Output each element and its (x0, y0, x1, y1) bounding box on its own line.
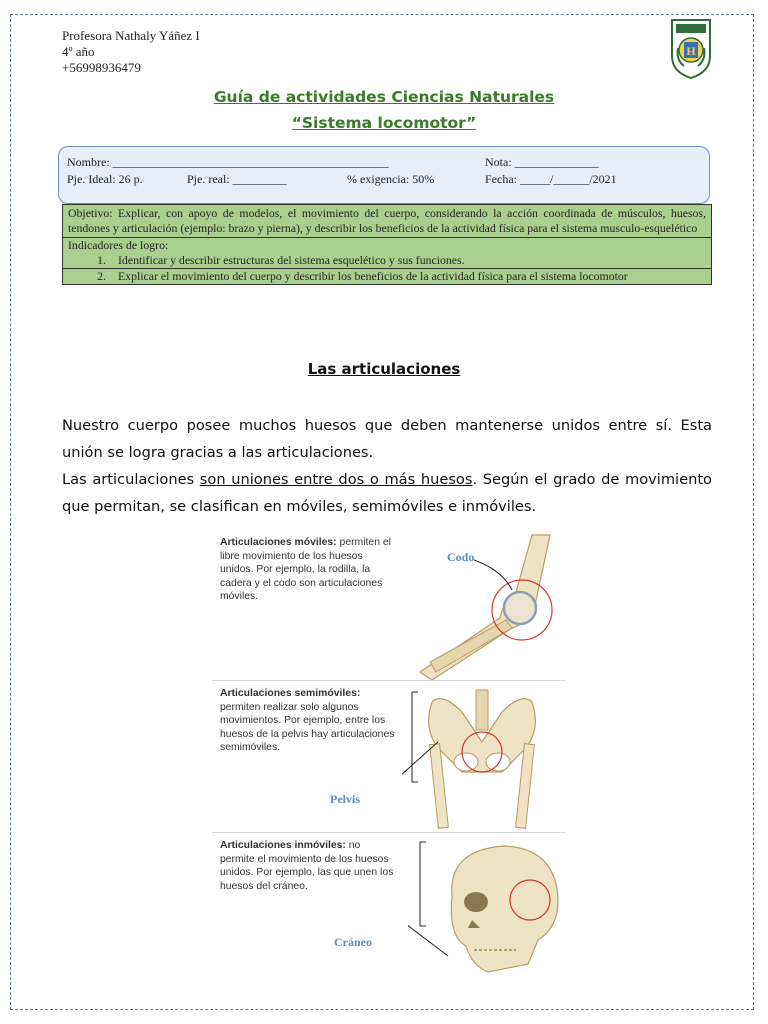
immovable-joints-heading: Articulaciones inmóviles: (220, 840, 346, 851)
indicator-item (63, 269, 711, 284)
real-score-field[interactable]: Pje. real: _________ (187, 172, 287, 186)
indicators-label: Indicadores de logro: (68, 238, 169, 252)
body-text (62, 412, 712, 520)
movable-joints-desc: permiten el libre movimiento de los huesos unidos. Por ejemplo, la rodilla, la cadera y el codo son articulaciones móviles. (220, 537, 391, 602)
immovable-joints-text (220, 839, 396, 893)
indicator-text: Identificar y describir estructuras del sistema esquelético y sus funciones. (118, 253, 465, 267)
objectives-table (62, 204, 712, 285)
pelvis-illustration (402, 682, 566, 832)
svg-text:H: H (686, 44, 696, 58)
guide-subtitle: “Sistema locomotor” (291, 114, 477, 132)
indicator-text: Explicar el movimiento del cuerpo y describir los beneficios de la actividad física para el sistema locomotor (118, 269, 628, 283)
semi-movable-joints-text (220, 687, 396, 755)
student-info-box (58, 146, 710, 204)
phone-number: +56998936479 (62, 60, 141, 75)
teacher-info (62, 28, 200, 76)
indicator-item (68, 253, 706, 268)
joints-figure (212, 530, 566, 984)
elbow-illustration (412, 530, 566, 680)
skull-illustration (408, 836, 566, 984)
ideal-score: Pje. Ideal: 26 p. (67, 172, 143, 186)
skull-label: Cráneo (334, 935, 372, 949)
immovable-joints-desc: no permite el movimiento de los huesos unidos. Por ejemplo, las que unen los huesos del cráneo. (220, 840, 394, 892)
indicator-number: 2. (97, 269, 106, 283)
paragraph-definition (62, 466, 712, 520)
figure-divider (212, 832, 566, 833)
indicator-number: 1. (97, 253, 106, 267)
underlined-definition: son uniones entre dos o más huesos (199, 471, 473, 488)
semi-movable-joints-heading: Articulaciones semimóviles: (220, 688, 361, 699)
guide-title: Guía de actividades Ciencias Naturales (213, 88, 555, 106)
movable-joints-text (220, 536, 396, 604)
name-field[interactable]: Nombre: ______________________________________________ (67, 155, 389, 169)
objective-text: Objetivo: Explicar, con apoyo de modelos, el movimiento del cuerpo, considerando la acción coordinada de músculos, huesos, tendones y articulación (ejemplo: brazo y pierna), y describir los beneficios de la actividad física para el sistema musculo-esquelético (63, 205, 711, 238)
elbow-label: Codo (447, 550, 475, 564)
grade-field[interactable]: Nota: ______________ (485, 155, 599, 169)
date-field[interactable]: Fecha: _____/______/2021 (485, 172, 617, 186)
requirement-percent: % exigencia: 50% (347, 172, 435, 186)
figure-divider (212, 680, 566, 681)
paragraph-part: . Según el grado de movimiento que permitan, se clasifican en móviles, semimóviles e inmóviles. (62, 471, 712, 515)
semi-movable-joints-desc: permiten realizar solo algunos movimientos. Por ejemplo, entre los huesos de la pelvis hay articulaciones semimóviles. (220, 701, 395, 753)
grade-level: 4º año (62, 44, 95, 59)
paragraph-intro: Nuestro cuerpo posee muchos huesos que deben mantenerse unidos entre sí. Esta unión se logra gracias a las articulaciones. (62, 417, 712, 461)
indicators-block (63, 238, 711, 269)
teacher-name: Profesora Nathaly Yáñez I (62, 28, 200, 43)
section-title: Las articulaciones (307, 360, 461, 378)
paragraph-part: Las articulaciones (62, 471, 200, 488)
movable-joints-heading: Articulaciones móviles: (220, 537, 337, 548)
school-crest-icon (668, 16, 714, 80)
pelvis-label: Pelvis (330, 792, 360, 806)
